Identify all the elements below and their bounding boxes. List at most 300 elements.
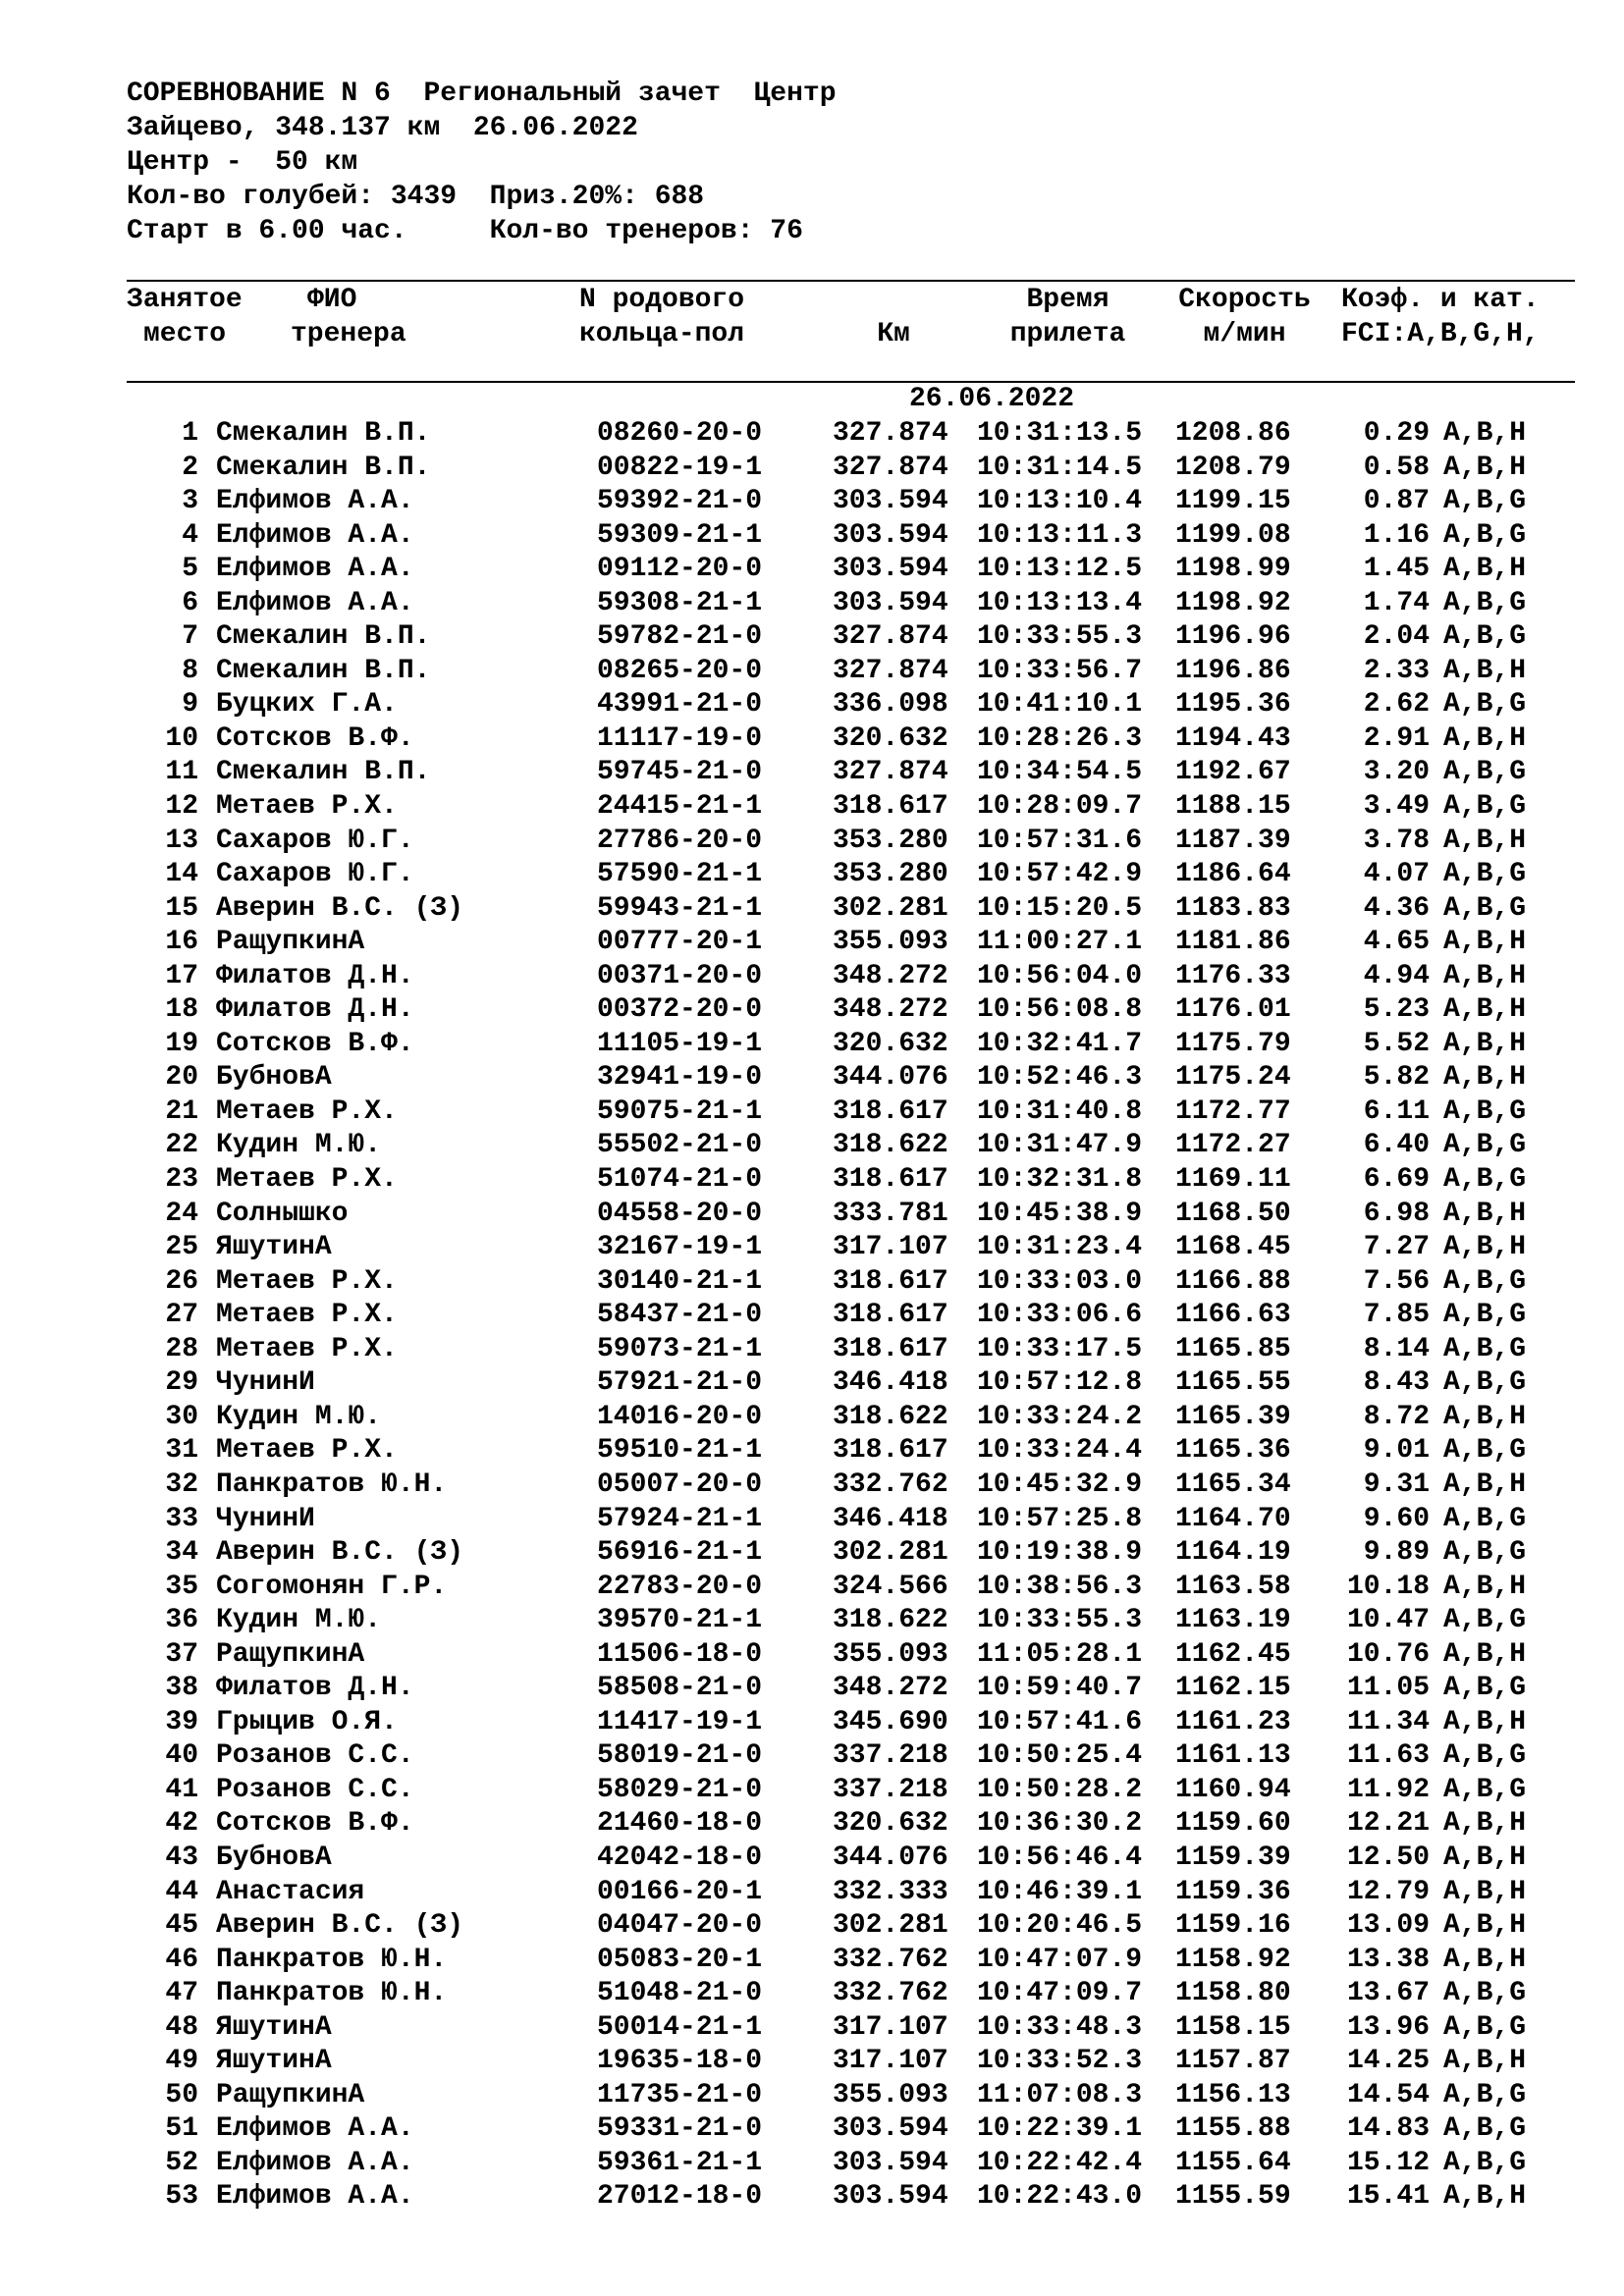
ring-number-cell: 59361-21-1 [597, 2147, 763, 2178]
ring-number-cell: 58029-21-0 [597, 1774, 763, 1805]
distance-cell: 327.874 [833, 418, 948, 449]
distance-cell: 333.781 [833, 1198, 948, 1229]
coefficient-cell: 5.52 [1363, 1028, 1430, 1059]
speed-cell: 1175.24 [1175, 1062, 1291, 1094]
coefficient-cell: 11.05 [1346, 1673, 1430, 1704]
place-cell: 29 [165, 1367, 198, 1399]
arrival-time-cell: 10:38:56.3 [977, 1571, 1143, 1602]
speed-cell: 1158.15 [1175, 2011, 1291, 2043]
ring-number-cell: 59943-21-1 [597, 892, 763, 924]
table-row [0, 688, 1624, 722]
table-row [0, 892, 1624, 927]
arrival-time-cell: 10:50:28.2 [977, 1774, 1143, 1805]
coefficient-cell: 7.56 [1363, 1265, 1430, 1297]
trainer-name-cell: ЯшутинА [216, 2046, 332, 2077]
ring-number-cell: 14016-20-0 [597, 1401, 763, 1432]
place-cell: 15 [165, 892, 198, 924]
category-cell: A,B,G [1443, 2113, 1527, 2145]
category-cell: A,B,G [1443, 1333, 1527, 1364]
ring-number-cell: 32167-19-1 [597, 1232, 763, 1263]
coefficient-cell: 9.89 [1363, 1537, 1430, 1569]
trainer-name-cell: Елфимов А.А. [216, 519, 414, 551]
table-row [0, 417, 1624, 452]
arrival-time-cell: 10:52:46.3 [977, 1062, 1143, 1094]
place-cell: 30 [165, 1401, 198, 1432]
coefficient-cell: 9.01 [1363, 1435, 1430, 1467]
table-row [0, 1909, 1624, 1944]
coefficient-cell: 3.78 [1363, 825, 1430, 856]
ring-number-cell: 58437-21-0 [597, 1300, 763, 1331]
trainer-name-cell: Метаев Р.Х. [216, 1095, 398, 1127]
table-row [0, 1706, 1624, 1740]
arrival-time-cell: 10:20:46.5 [977, 1910, 1143, 1942]
arrival-time-cell: 10:33:17.5 [977, 1333, 1143, 1364]
ring-number-cell: 56916-21-1 [597, 1537, 763, 1569]
coefficient-cell: 12.79 [1346, 1876, 1430, 1907]
speed-cell: 1199.08 [1175, 519, 1291, 551]
table-row [0, 1571, 1624, 1605]
distance-cell: 344.076 [833, 1842, 948, 1873]
arrival-time-cell: 10:57:42.9 [977, 859, 1143, 890]
coefficient-cell: 12.21 [1346, 1808, 1430, 1840]
place-cell: 10 [165, 722, 198, 754]
coefficient-cell: 1.16 [1363, 519, 1430, 551]
distance-cell: 303.594 [833, 2113, 948, 2145]
speed-cell: 1175.79 [1175, 1028, 1291, 1059]
distance-cell: 302.281 [833, 1537, 948, 1569]
arrival-time-cell: 10:33:55.3 [977, 1605, 1143, 1636]
ring-number-cell: 32941-19-0 [597, 1062, 763, 1094]
category-cell: A,B,H [1443, 1571, 1527, 1602]
speed-cell: 1165.55 [1175, 1367, 1291, 1399]
ring-number-cell: 59308-21-1 [597, 587, 763, 618]
coefficient-cell: 5.23 [1363, 994, 1430, 1026]
place-cell: 24 [165, 1198, 198, 1229]
trainer-name-cell: Панкратов Ю.Н. [216, 1944, 448, 1975]
ring-number-cell: 00371-20-0 [597, 960, 763, 991]
category-cell: A,B,H [1443, 1198, 1527, 1229]
trainer-name-cell: Елфимов А.А. [216, 486, 414, 517]
ring-number-cell: 27012-18-0 [597, 2181, 763, 2213]
arrival-time-cell: 10:13:11.3 [977, 519, 1143, 551]
distance-cell: 318.622 [833, 1130, 948, 1161]
ring-number-cell: 09112-20-0 [597, 554, 763, 585]
table-row [0, 485, 1624, 519]
place-cell: 45 [165, 1910, 198, 1942]
table-row [0, 1807, 1624, 1842]
results-date: 26.06.2022 [908, 384, 1075, 414]
trainer-name-cell: Сотсков В.Ф. [216, 1808, 414, 1840]
table-row [0, 1061, 1624, 1095]
speed-cell: 1165.39 [1175, 1401, 1291, 1432]
speed-cell: 1157.87 [1175, 2046, 1291, 2077]
arrival-time-cell: 10:56:04.0 [977, 960, 1143, 991]
table-row [0, 2045, 1624, 2079]
distance-cell: 302.281 [833, 892, 948, 924]
distance-cell: 317.107 [833, 2011, 948, 2043]
trainer-name-cell: Смекалин В.П. [216, 757, 431, 788]
trainer-name-cell: Филатов Д.Н. [216, 960, 414, 991]
col-ring-line2: кольца-пол [579, 319, 745, 349]
distance-cell: 318.617 [833, 1435, 948, 1467]
speed-cell: 1158.92 [1175, 1944, 1291, 1975]
place-cell: 32 [165, 1468, 198, 1500]
coefficient-cell: 12.50 [1346, 1842, 1430, 1873]
place-cell: 17 [165, 960, 198, 991]
coefficient-cell: 7.85 [1363, 1300, 1430, 1331]
trainer-name-cell: Сотсков В.Ф. [216, 722, 414, 754]
place-cell: 12 [165, 791, 198, 823]
col-name-line1: ФИО [307, 285, 357, 315]
arrival-time-cell: 10:47:09.7 [977, 1978, 1143, 2009]
trainer-name-cell: РащупкинА [216, 927, 365, 958]
speed-cell: 1168.45 [1175, 1232, 1291, 1263]
distance-cell: 303.594 [833, 2147, 948, 2178]
ring-number-cell: 59745-21-0 [597, 757, 763, 788]
table-row [0, 1401, 1624, 1435]
coefficient-cell: 11.63 [1346, 1740, 1430, 1772]
category-cell: A,B,G [1443, 1774, 1527, 1805]
place-cell: 13 [165, 825, 198, 856]
place-cell: 3 [182, 486, 198, 517]
coefficient-cell: 0.58 [1363, 452, 1430, 483]
table-row [0, 519, 1624, 554]
speed-cell: 1159.60 [1175, 1808, 1291, 1840]
trainer-name-cell: Смекалин В.П. [216, 418, 431, 449]
table-row [0, 1672, 1624, 1706]
distance-cell: 303.594 [833, 587, 948, 618]
speed-cell: 1192.67 [1175, 757, 1291, 788]
coefficient-cell: 13.96 [1346, 2011, 1430, 2043]
category-cell: A,B,H [1443, 722, 1527, 754]
ring-number-cell: 11735-21-0 [597, 2079, 763, 2110]
speed-cell: 1156.13 [1175, 2079, 1291, 2110]
coefficient-cell: 10.18 [1346, 1571, 1430, 1602]
ring-number-cell: 08265-20-0 [597, 655, 763, 686]
report-header [127, 77, 1575, 248]
category-cell: A,B,G [1443, 1978, 1527, 2009]
coefficient-cell: 2.91 [1363, 722, 1430, 754]
coefficient-cell: 4.94 [1363, 960, 1430, 991]
ring-number-cell: 58019-21-0 [597, 1740, 763, 1772]
arrival-time-cell: 10:33:56.7 [977, 655, 1143, 686]
category-cell: A,B,G [1443, 1300, 1527, 1331]
table-row [0, 722, 1624, 757]
category-cell: A,B,G [1443, 1673, 1527, 1704]
distance-cell: 332.762 [833, 1944, 948, 1975]
table-row [0, 1604, 1624, 1638]
speed-cell: 1176.33 [1175, 960, 1291, 991]
arrival-time-cell: 10:33:06.6 [977, 1300, 1143, 1331]
category-cell: A,B,H [1443, 994, 1527, 1026]
category-cell: A,B,G [1443, 1265, 1527, 1297]
category-cell: A,B,H [1443, 1910, 1527, 1942]
coefficient-cell: 10.47 [1346, 1605, 1430, 1636]
ring-number-cell: 59309-21-1 [597, 519, 763, 551]
coefficient-cell: 7.27 [1363, 1232, 1430, 1263]
coefficient-cell: 14.25 [1346, 2046, 1430, 2077]
table-row [0, 756, 1624, 790]
trainer-name-cell: Аверин В.С. (З) [216, 892, 464, 924]
ring-number-cell: 59392-21-0 [597, 486, 763, 517]
coefficient-cell: 9.60 [1363, 1503, 1430, 1534]
speed-cell: 1166.88 [1175, 1265, 1291, 1297]
arrival-time-cell: 10:15:20.5 [977, 892, 1143, 924]
category-cell: A,B,H [1443, 655, 1527, 686]
arrival-time-cell: 11:05:28.1 [977, 1638, 1143, 1670]
table-row [0, 1739, 1624, 1774]
table-row [0, 1333, 1624, 1367]
ring-number-cell: 00372-20-0 [597, 994, 763, 1026]
table-row [0, 825, 1624, 859]
coefficient-cell: 0.29 [1363, 418, 1430, 449]
table-row [0, 1977, 1624, 2011]
table-row [0, 1468, 1624, 1503]
coefficient-cell: 4.07 [1363, 859, 1430, 890]
place-cell: 44 [165, 1876, 198, 1907]
category-cell: A,B,H [1443, 1638, 1527, 1670]
trainer-name-cell: Розанов С.С. [216, 1774, 414, 1805]
table-row [0, 1503, 1624, 1537]
competition-title: СОРЕВНОВАНИЕ N 6 Региональный зачет Центр [127, 79, 837, 109]
category-cell: A,B,G [1443, 1435, 1527, 1467]
place-cell: 23 [165, 1164, 198, 1196]
coefficient-cell: 2.04 [1363, 621, 1430, 653]
category-cell: A,B,G [1443, 689, 1527, 721]
distance-cell: 353.280 [833, 825, 948, 856]
speed-cell: 1208.86 [1175, 418, 1291, 449]
place-cell: 36 [165, 1605, 198, 1636]
trainer-name-cell: Аверин В.С. (З) [216, 1537, 464, 1569]
speed-cell: 1155.88 [1175, 2113, 1291, 2145]
table-row [0, 2112, 1624, 2147]
speed-cell: 1168.50 [1175, 1198, 1291, 1229]
place-cell: 1 [182, 418, 198, 449]
arrival-time-cell: 10:22:39.1 [977, 2113, 1143, 2145]
trainer-name-cell: Сотсков В.Ф. [216, 1028, 414, 1059]
place-cell: 33 [165, 1503, 198, 1534]
ring-number-cell: 21460-18-0 [597, 1808, 763, 1840]
table-row [0, 2011, 1624, 2046]
distance-cell: 320.632 [833, 1808, 948, 1840]
speed-cell: 1195.36 [1175, 689, 1291, 721]
table-row [0, 960, 1624, 994]
ring-number-cell: 19635-18-0 [597, 2046, 763, 2077]
table-row [0, 1129, 1624, 1163]
place-cell: 25 [165, 1232, 198, 1263]
place-cell: 20 [165, 1062, 198, 1094]
trainer-name-cell: Смекалин В.П. [216, 621, 431, 653]
distance-cell: 346.418 [833, 1503, 948, 1534]
arrival-time-cell: 10:46:39.1 [977, 1876, 1143, 1907]
distance-cell: 327.874 [833, 621, 948, 653]
coefficient-cell: 2.33 [1363, 655, 1430, 686]
speed-cell: 1166.63 [1175, 1300, 1291, 1331]
coefficient-cell: 4.36 [1363, 892, 1430, 924]
coefficient-cell: 13.09 [1346, 1910, 1430, 1942]
table-row [0, 790, 1624, 825]
arrival-time-cell: 10:33:03.0 [977, 1265, 1143, 1297]
speed-cell: 1158.80 [1175, 1978, 1291, 2009]
place-cell: 5 [182, 554, 198, 585]
table-row [0, 1638, 1624, 1673]
place-cell: 43 [165, 1842, 198, 1873]
category-cell: A,B,H [1443, 1706, 1527, 1737]
table-row [0, 1265, 1624, 1300]
distance-cell: 318.617 [833, 1265, 948, 1297]
coefficient-cell: 3.49 [1363, 791, 1430, 823]
speed-cell: 1187.39 [1175, 825, 1291, 856]
place-cell: 6 [182, 587, 198, 618]
table-row [0, 2147, 1624, 2181]
category-cell: A,B,H [1443, 2181, 1527, 2213]
speed-cell: 1198.99 [1175, 554, 1291, 585]
trainer-name-cell: БубновА [216, 1842, 332, 1873]
distance-cell: 348.272 [833, 960, 948, 991]
speed-cell: 1165.36 [1175, 1435, 1291, 1467]
place-cell: 26 [165, 1265, 198, 1297]
coefficient-cell: 11.92 [1346, 1774, 1430, 1805]
coefficient-cell: 6.98 [1363, 1198, 1430, 1229]
distance-cell: 324.566 [833, 1571, 948, 1602]
place-cell: 51 [165, 2113, 198, 2145]
table-row [0, 1231, 1624, 1265]
table-row [0, 1198, 1624, 1232]
distance-cell: 303.594 [833, 486, 948, 517]
ring-number-cell: 08260-20-0 [597, 418, 763, 449]
arrival-time-cell: 10:36:30.2 [977, 1808, 1143, 1840]
category-cell: A,B,G [1443, 1130, 1527, 1161]
category-cell: A,B,G [1443, 757, 1527, 788]
speed-cell: 1163.58 [1175, 1571, 1291, 1602]
ring-number-cell: 58508-21-0 [597, 1673, 763, 1704]
arrival-time-cell: 10:33:55.3 [977, 621, 1143, 653]
place-cell: 2 [182, 452, 198, 483]
distance-cell: 318.617 [833, 1164, 948, 1196]
place-cell: 28 [165, 1333, 198, 1364]
trainer-name-cell: Елфимов А.А. [216, 554, 414, 585]
ring-number-cell: 59075-21-1 [597, 1095, 763, 1127]
trainer-name-cell: Елфимов А.А. [216, 2181, 414, 2213]
arrival-time-cell: 10:41:10.1 [977, 689, 1143, 721]
arrival-time-cell: 10:45:38.9 [977, 1198, 1143, 1229]
arrival-time-cell: 10:56:08.8 [977, 994, 1143, 1026]
distance-cell: 346.418 [833, 1367, 948, 1399]
category-cell: A,B,H [1443, 418, 1527, 449]
table-row [0, 1163, 1624, 1198]
place-cell: 50 [165, 2079, 198, 2110]
speed-cell: 1159.36 [1175, 1876, 1291, 1907]
arrival-time-cell: 10:57:41.6 [977, 1706, 1143, 1737]
ring-number-cell: 57921-21-0 [597, 1367, 763, 1399]
coefficient-cell: 14.54 [1346, 2079, 1430, 2110]
category-cell: A,B,H [1443, 1401, 1527, 1432]
speed-cell: 1164.70 [1175, 1503, 1291, 1534]
coefficient-cell: 10.76 [1346, 1638, 1430, 1670]
ring-number-cell: 55502-21-0 [597, 1130, 763, 1161]
category-cell: A,B,G [1443, 519, 1527, 551]
place-cell: 49 [165, 2046, 198, 2077]
ring-number-cell: 22783-20-0 [597, 1571, 763, 1602]
release-location: Зайцево, 348.137 км 26.06.2022 [127, 113, 638, 143]
trainer-name-cell: Розанов С.С. [216, 1740, 414, 1772]
arrival-time-cell: 10:33:48.3 [977, 2011, 1143, 2043]
coefficient-cell: 8.14 [1363, 1333, 1430, 1364]
table-row [0, 926, 1624, 960]
trainer-name-cell: Аверин В.С. (З) [216, 1910, 464, 1942]
distance-cell: 344.076 [833, 1062, 948, 1094]
category-cell: A,B,H [1443, 1062, 1527, 1094]
speed-cell: 1165.85 [1175, 1333, 1291, 1364]
arrival-time-cell: 10:22:42.4 [977, 2147, 1143, 2178]
trainer-name-cell: Метаев Р.Х. [216, 791, 398, 823]
category-cell: A,B,G [1443, 2011, 1527, 2043]
arrival-time-cell: 10:22:43.0 [977, 2181, 1143, 2213]
category-cell: A,B,H [1443, 1468, 1527, 1500]
speed-cell: 1162.45 [1175, 1638, 1291, 1670]
distance-cell: 332.762 [833, 1978, 948, 2009]
arrival-time-cell: 10:31:47.9 [977, 1130, 1143, 1161]
coefficient-cell: 0.87 [1363, 486, 1430, 517]
table-row [0, 1944, 1624, 1978]
ring-number-cell: 59510-21-1 [597, 1435, 763, 1467]
coefficient-cell: 3.20 [1363, 757, 1430, 788]
arrival-time-cell: 10:32:31.8 [977, 1164, 1143, 1196]
results-table [0, 417, 1624, 2215]
coefficient-cell: 1.45 [1363, 554, 1430, 585]
place-cell: 16 [165, 927, 198, 958]
distance-cell: 336.098 [833, 689, 948, 721]
arrival-time-cell: 10:57:25.8 [977, 1503, 1143, 1534]
trainer-name-cell: Смекалин В.П. [216, 655, 431, 686]
speed-cell: 1183.83 [1175, 892, 1291, 924]
arrival-time-cell: 10:13:10.4 [977, 486, 1143, 517]
arrival-time-cell: 10:31:40.8 [977, 1095, 1143, 1127]
ring-number-cell: 11506-18-0 [597, 1638, 763, 1670]
speed-cell: 1196.96 [1175, 621, 1291, 653]
col-coef-line2: FCI:A,B,G,H, [1341, 319, 1540, 349]
place-cell: 27 [165, 1300, 198, 1331]
col-coef-line1: Коэф. и кат. [1341, 285, 1540, 315]
category-cell: A,B,H [1443, 1028, 1527, 1059]
distance-cell: 348.272 [833, 1673, 948, 1704]
start-line: Старт в 6.00 час. Кол-во тренеров: 76 [127, 216, 803, 246]
trainer-name-cell: ЯшутинА [216, 2011, 332, 2043]
table-row [0, 2180, 1624, 2215]
ring-number-cell: 39570-21-1 [597, 1605, 763, 1636]
category-cell: A,B,G [1443, 1503, 1527, 1534]
speed-cell: 1161.23 [1175, 1706, 1291, 1737]
coefficient-cell: 6.11 [1363, 1095, 1430, 1127]
trainer-name-cell: БубновА [216, 1062, 332, 1094]
trainer-name-cell: Метаев Р.Х. [216, 1265, 398, 1297]
table-row [0, 1876, 1624, 1910]
ring-number-cell: 51074-21-0 [597, 1164, 763, 1196]
ring-number-cell: 00777-20-1 [597, 927, 763, 958]
distance-cell: 317.107 [833, 2046, 948, 2077]
distance-cell: 318.622 [833, 1605, 948, 1636]
distance-cell: 318.622 [833, 1401, 948, 1432]
coefficient-cell: 6.40 [1363, 1130, 1430, 1161]
category-cell: A,B,G [1443, 2147, 1527, 2178]
coefficient-cell: 6.69 [1363, 1164, 1430, 1196]
arrival-time-cell: 10:47:07.9 [977, 1944, 1143, 1975]
arrival-time-cell: 10:33:52.3 [977, 2046, 1143, 2077]
place-cell: 48 [165, 2011, 198, 2043]
arrival-time-cell: 10:34:54.5 [977, 757, 1143, 788]
col-place-line1: Занятое [127, 285, 243, 315]
trainer-name-cell: Солнышко [216, 1198, 349, 1229]
